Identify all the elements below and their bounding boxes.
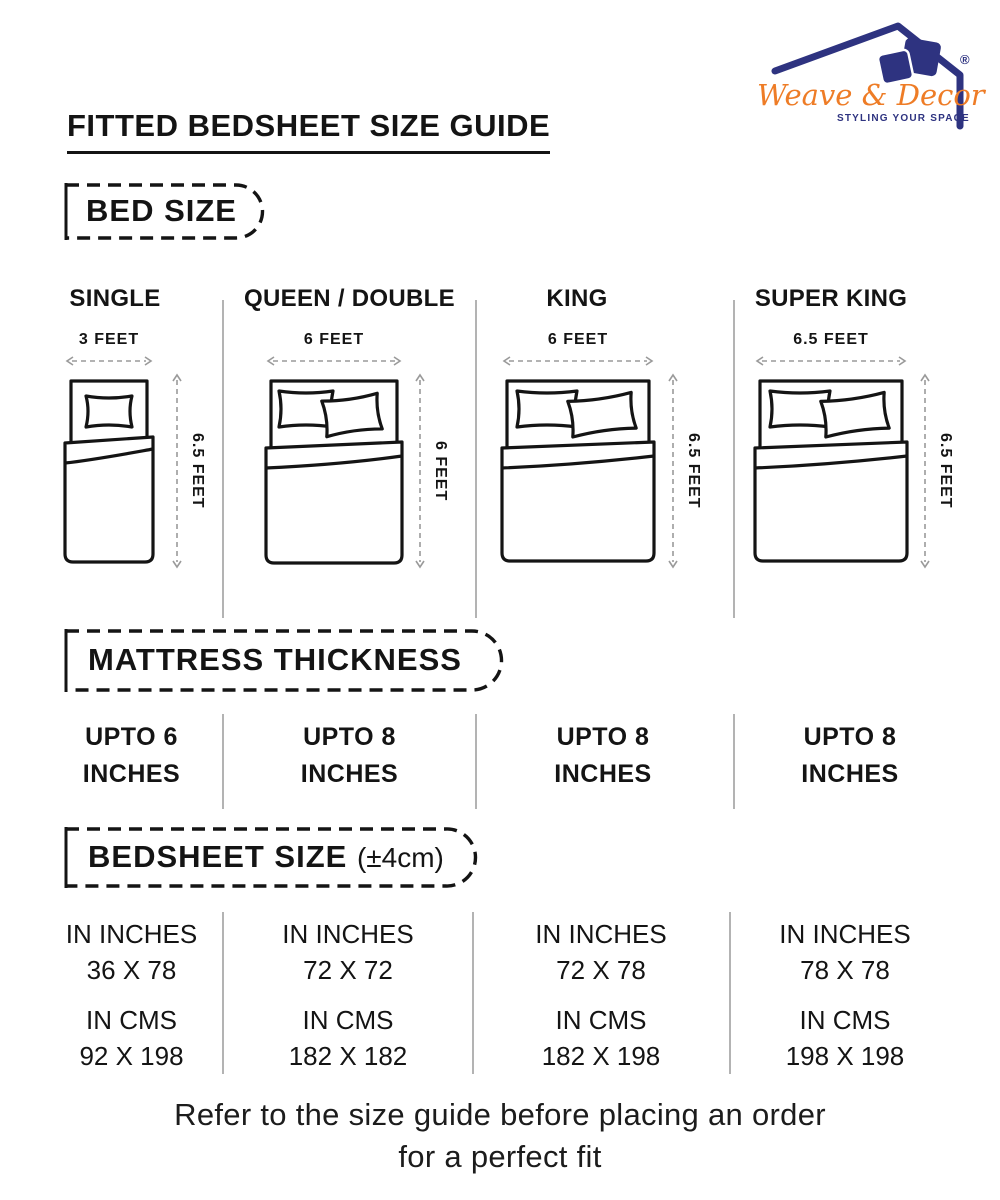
bed-size-name: SUPER KING bbox=[754, 285, 908, 312]
bedsheet-size-section-header bbox=[64, 827, 478, 888]
inches-value: 36 X 78 bbox=[86, 955, 177, 985]
inches-value: 72 X 72 bbox=[303, 955, 393, 985]
bedsheet-size-king bbox=[472, 916, 730, 1074]
bedsheet-size-label: BEDSHEET SIZE bbox=[88, 839, 348, 874]
bed-column-queen-double bbox=[223, 285, 476, 625]
footer-note bbox=[0, 1094, 1000, 1178]
cms-label: IN CMS bbox=[555, 1005, 647, 1035]
cms-label: IN CMS bbox=[302, 1005, 394, 1035]
thickness-value: UPTO 8 bbox=[556, 723, 650, 751]
thickness-unit: INCHES bbox=[82, 760, 181, 788]
footer-line-1: Refer to the size guide before placing an order bbox=[174, 1097, 826, 1132]
inches-label: IN INCHES bbox=[282, 919, 414, 949]
thickness-unit: INCHES bbox=[801, 760, 899, 788]
mattress-thickness-queen-double bbox=[223, 719, 476, 793]
bedsheet-size-tolerance: (±4cm) bbox=[356, 842, 444, 873]
brand-logo bbox=[753, 14, 991, 136]
king-bed-diagram bbox=[500, 379, 656, 565]
mattress-thickness-super-king bbox=[735, 719, 965, 793]
bed-column-king bbox=[476, 285, 730, 625]
width-arrow-icon bbox=[753, 355, 909, 367]
inches-value: 78 X 78 bbox=[800, 955, 890, 985]
thickness-value: UPTO 8 bbox=[803, 723, 897, 751]
mattress-thickness-king bbox=[476, 719, 730, 793]
pillow-icon bbox=[770, 391, 830, 427]
width-arrow-icon bbox=[63, 355, 155, 367]
bed-height-label: 6.5 FEET bbox=[189, 433, 206, 509]
single-bed-diagram bbox=[63, 379, 155, 565]
super-king-bed-diagram bbox=[753, 379, 909, 565]
bed-height-label: 6.5 FEET bbox=[685, 433, 702, 509]
bedsheet-size-single bbox=[40, 916, 223, 1074]
mattress-thickness-section-header bbox=[64, 629, 504, 692]
inches-value: 72 X 78 bbox=[556, 955, 646, 985]
bed-size-label: BED SIZE bbox=[86, 193, 237, 228]
bed-size-name: QUEEN / DOUBLE bbox=[244, 285, 455, 312]
width-arrow-icon bbox=[264, 355, 404, 367]
width-arrow-icon bbox=[500, 355, 656, 367]
thickness-value: UPTO 8 bbox=[303, 723, 396, 751]
brand-name: Weave & Decor bbox=[757, 78, 985, 112]
mattress-thickness-single bbox=[40, 719, 223, 793]
pillow-icon bbox=[86, 396, 132, 427]
bed-height-label: 6.5 FEET bbox=[937, 433, 954, 509]
thickness-value: UPTO 6 bbox=[85, 723, 178, 751]
registered-mark: ® bbox=[960, 52, 970, 67]
bed-width-label: 6 FEET bbox=[547, 331, 609, 348]
bed-size-section-header bbox=[64, 183, 266, 240]
thickness-unit: INCHES bbox=[300, 760, 399, 788]
bed-width-label: 6.5 FEET bbox=[793, 331, 869, 348]
cms-value: 198 X 198 bbox=[785, 1041, 905, 1071]
bedsheet-size-queen-double bbox=[223, 916, 473, 1074]
cms-value: 182 X 198 bbox=[541, 1041, 661, 1071]
bed-height-label: 6 FEET bbox=[432, 440, 449, 502]
thickness-unit: INCHES bbox=[554, 760, 652, 788]
footer-line-2: for a perfect fit bbox=[398, 1139, 602, 1174]
bed-column-single bbox=[40, 285, 223, 625]
cms-label: IN CMS bbox=[86, 1005, 177, 1035]
cms-value: 92 X 198 bbox=[79, 1041, 184, 1071]
bed-column-super-king bbox=[735, 285, 960, 625]
pillow-icon bbox=[322, 393, 382, 436]
cms-label: IN CMS bbox=[799, 1005, 891, 1035]
mattress-thickness-label: MATTRESS THICKNESS bbox=[88, 642, 462, 677]
inches-label: IN INCHES bbox=[65, 919, 198, 949]
pillow-icon bbox=[517, 391, 577, 427]
inches-label: IN INCHES bbox=[779, 919, 911, 949]
height-arrow-icon bbox=[919, 371, 931, 571]
bed-size-name: KING bbox=[546, 285, 608, 312]
height-arrow-icon bbox=[414, 371, 426, 571]
bed-size-name: SINGLE bbox=[69, 285, 161, 312]
inches-label: IN INCHES bbox=[535, 919, 667, 949]
height-arrow-icon bbox=[171, 371, 183, 571]
double-bed-diagram bbox=[264, 379, 404, 567]
bed-width-label: 3 FEET bbox=[78, 331, 140, 348]
cms-value: 182 X 182 bbox=[288, 1041, 408, 1071]
bed-width-label: 6 FEET bbox=[303, 331, 365, 348]
bedsheet-size-super-king bbox=[729, 916, 961, 1074]
brand-tagline: STYLING YOUR SPACE bbox=[837, 113, 970, 124]
page-title: FITTED BEDSHEET SIZE GUIDE bbox=[67, 108, 550, 154]
height-arrow-icon bbox=[667, 371, 679, 571]
